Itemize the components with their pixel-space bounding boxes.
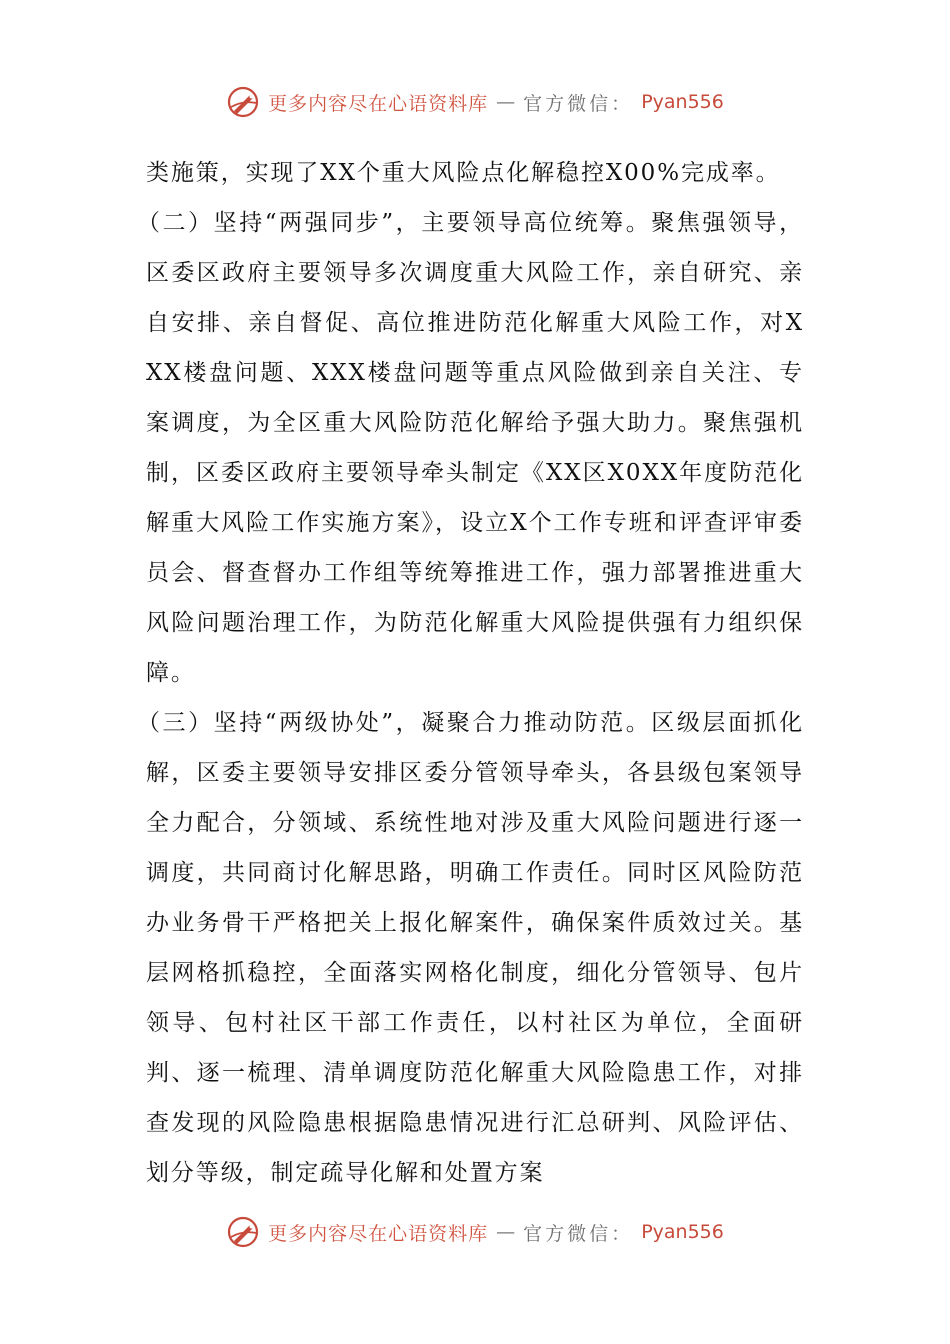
header-watermark — [0, 80, 950, 124]
pen-circle-logo-icon — [226, 85, 260, 119]
watermark-text: 更多内容尽在心语资料库 — [268, 1222, 489, 1245]
watermark-separator: — — [496, 91, 516, 113]
pen-circle-logo-icon — [226, 1215, 260, 1249]
paragraph-continuation: 类施策，实现了XX个重大风险点化解稳控X00%完成率。 — [146, 160, 781, 186]
watermark-text: 更多内容尽在心语资料库 — [268, 92, 489, 115]
document-body — [137, 148, 804, 1198]
watermark-label: 官方微信： — [523, 1222, 634, 1245]
watermark-wechat-id: Pyan556 — [641, 91, 724, 113]
watermark-separator: — — [496, 1221, 516, 1243]
watermark-wechat-id: Pyan556 — [641, 1221, 724, 1243]
paragraph-section-three: （三）坚持“两级协处”，凝聚合力推动防范。区级层面抓化解，区委主要领导安排区委分管领导牵头，各县级包案领导全力配合，分领域、系统性地对涉及重大风险问题进行逐一调度，共同商讨化解思路，明确工作责任。同时区风险防范办业务骨干严格把关上报化解案件，确保案件质效过关。基层网格抓稳控，全面落实网格化制度，细化分管领导、包片领导、包村社区干部工作责任，以村社区为单位，全面研判、逐一梳理、清单调度防范化解重大风险隐患工作，对排查发现的风险隐患根据隐患情况进行汇总研判、风险评估、划分等级，制定疏导化解和处置方案 — [137, 710, 804, 1186]
footer-watermark — [0, 1210, 950, 1254]
paragraph-section-two: （二）坚持“两强同步”，主要领导高位统筹。聚焦强领导，区委区政府主要领导多次调度重大风险工作，亲自研究、亲自安排、亲自督促、高位推进防范化解重大风险工作，对XXX楼盘问题、XXX楼盘问题等重点风险做到亲自关注、专案调度，为全区重大风险防范化解给予强大助力。聚焦强机制，区委区政府主要领导牵头制定《XX区X0XX年度防范化解重大风险工作实施方案》，设立X个工作专班和评查评审委员会、督查督办工作组等统筹推进工作，强力部署推进重大风险问题治理工作，为防范化解重大风险提供强有力组织保障。 — [137, 210, 804, 686]
watermark-label: 官方微信： — [523, 92, 634, 115]
